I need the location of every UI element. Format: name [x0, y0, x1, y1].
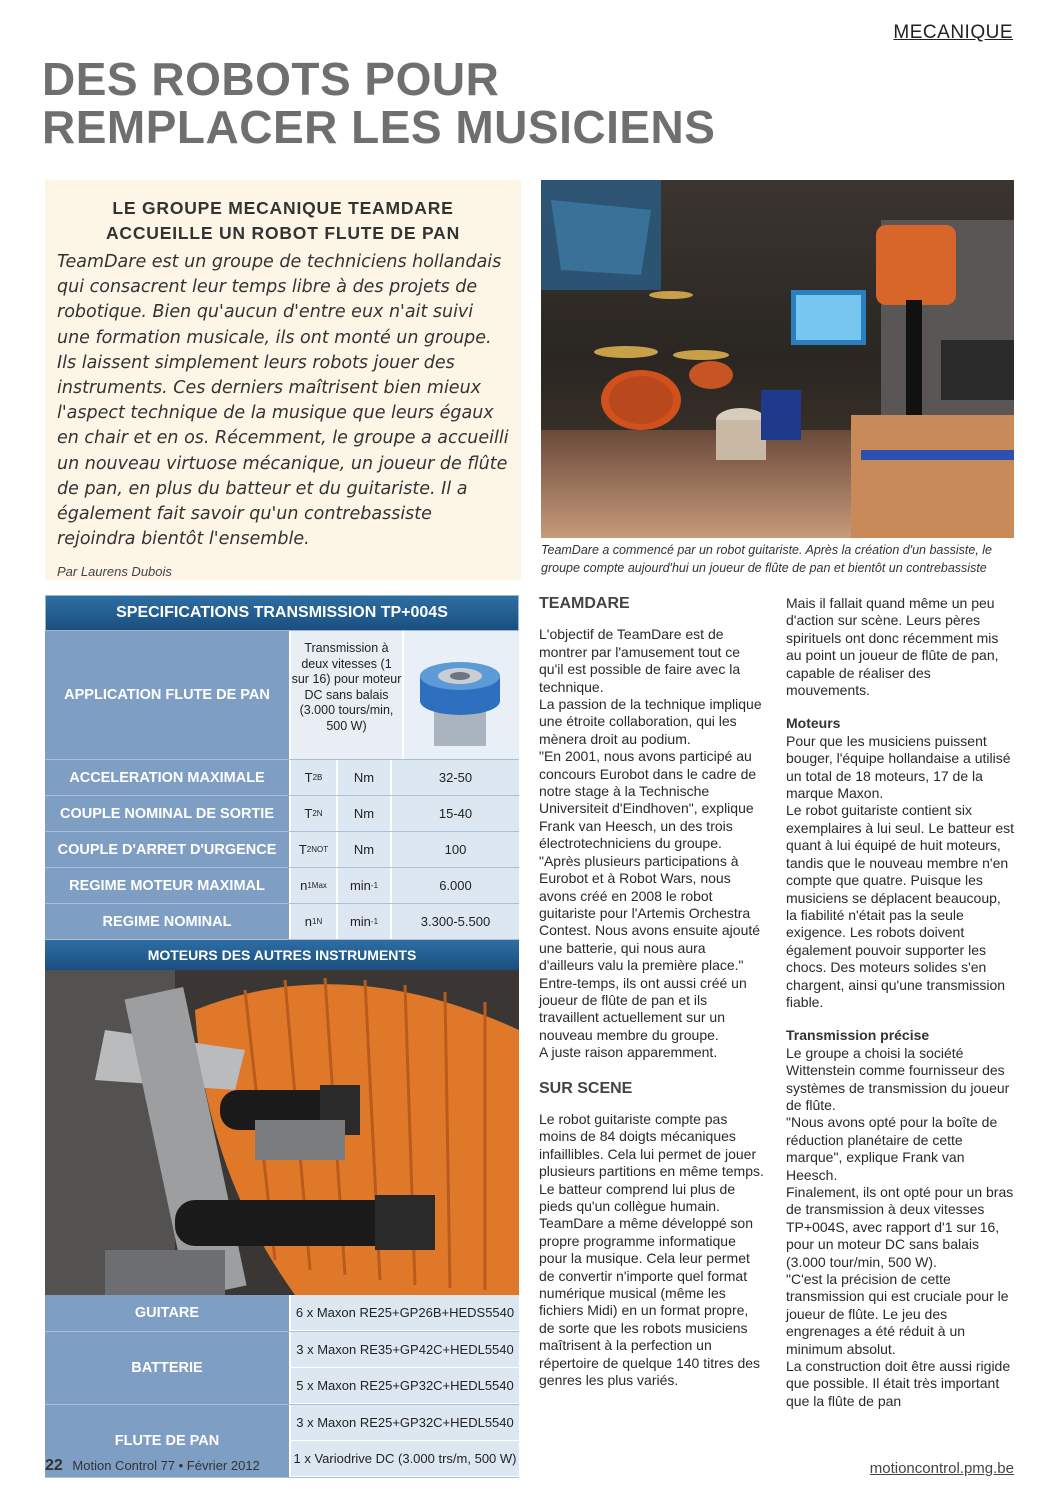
spec-row-symbol: [291, 760, 338, 795]
byline: Par Laurens Dubois: [57, 564, 172, 580]
spec-row-symbol: [291, 832, 338, 867]
unit-sup: -1: [370, 917, 379, 926]
instrument-values: [291, 1332, 519, 1404]
paragraph: Finalement, ils ont opté pour un bras de transmission à deux vitesses TP+004S, avec rapport d'1 sur 16, pour un moteur DC sans balais (3.000 tour/min, 500 W).: [786, 1184, 1014, 1270]
stage-photo: [541, 180, 1014, 538]
symbol-sub: 2N: [312, 809, 323, 818]
unit-sup: -1: [370, 881, 379, 890]
instrument-values: [291, 1405, 519, 1477]
paragraph: "Nous avons opté pour la boîte de réduction planétaire de cette marque", explique Frank van Heesch.: [786, 1114, 998, 1183]
spec-row-unit: [338, 760, 392, 795]
instrument-row: [45, 1295, 519, 1332]
spec-application-label: APPLICATION FLUTE DE PAN: [45, 631, 291, 759]
footer-info: [45, 1457, 260, 1475]
gearbox-image: [404, 631, 519, 759]
intro-text: TeamDare est un groupe de techniciens hollandais qui consacrent leur temps libre à des projets de robotique. Bien qu'aucun d'entre eux n'ait suivi une formation musicale, ils ont monté un groupe. Ils laissent simplement leurs robots jouer des instruments. Ces derniers maîtrisent bien mieux l'aspect technique de la musique que leurs égaux en chair et en os. Récemment, le groupe a accueilli un nouveau virtuose mécanique, un joueur de flûte de pan, en plus du batteur et du guitariste. Il a également fait savoir qu'un contrebassiste rejoindra bientôt l'ensemble.: [57, 252, 509, 550]
spec-row-symbol: [291, 868, 338, 903]
spec-row-label: COUPLE D'ARRET D'URGENCE: [45, 832, 291, 867]
symbol: T: [298, 842, 307, 857]
spec-row-label: ACCELERATION MAXIMALE: [45, 760, 291, 795]
article-column-1: [539, 595, 764, 1389]
paragraph: A juste raison apparemment.: [539, 1044, 718, 1061]
instrument-label: GUITARE: [45, 1295, 291, 1331]
spec-row-value: 6.000: [392, 868, 519, 903]
page-number: 22: [45, 1457, 63, 1474]
spec-row: [45, 796, 519, 832]
unit: min: [349, 914, 371, 929]
spec-row-unit: [338, 796, 392, 831]
symbol-sub: 2B: [312, 773, 323, 782]
paragraph: Mais il fallait quand même un peu d'action sur scène. Leurs pères spirituels ont donc récemment mis au point un joueur de flûte de pan, capable de réaliser des mouvements.: [786, 595, 999, 699]
page-title: DES ROBOTS POUR REMPLACER LES MUSICIENS: [42, 53, 716, 153]
paragraph: Le robot guitariste contient six exemplaires à lui seul. Le batteur est quant à lui équipé de huit moteurs, tandis que le nouveau membre n'en compte que quatre. Puisque les musiciens se déplacent beaucoup, la fiabilité n'était pas la seule exigence. Les robots doivent également pouvoir supporter les chocs. Des moteurs solides s'en chargent, ainsi qu'une transmission fiable.: [786, 802, 1015, 1010]
symbol-sub: 1N: [312, 917, 323, 926]
paragraph: Le groupe a choisi la société Wittenstein comme fournisseur des systèmes de transmission du joueur de flûte.: [786, 1044, 1010, 1113]
motors-title: MOTEURS DES AUTRES INSTRUMENTS: [45, 940, 519, 970]
instrument-value: 5 x Maxon RE25+GP32C+HEDL5540: [291, 1368, 519, 1404]
instrument-row: [45, 1332, 519, 1405]
spec-row-value: 100: [392, 832, 519, 867]
paragraph: La passion de la technique implique une étroite collaboration, qui les mènera droit au podium.: [539, 696, 762, 747]
paragraph: La construction doit être aussi rigide que possible. Il était très important que la flûte de pan: [786, 1358, 1011, 1409]
symbol: T: [304, 806, 313, 821]
spec-row-label: REGIME NOMINAL: [45, 904, 291, 939]
motor-photo: [45, 970, 519, 1295]
article-column-2: [786, 595, 1014, 1410]
paragraph: "C'est la précision de cette transmission qui est cruciale pour le joueur de flûte. Le jeu des engrenages a été réduit à un minimum absolut.: [786, 1271, 1009, 1357]
spec-application-desc: Transmission à deux vitesses (1 sur 16) pour moteur DC sans balais (3.000 tours/min, 500 W): [291, 631, 404, 759]
spec-row-unit: [338, 904, 392, 939]
paragraph: TeamDare a même développé son propre programme informatique pour la musique. Cela leur permet de convertir n'importe quel format numérique musical (même les fichiers Midi) en un format propre, de sorte que les robots musiciens maîtrisent à la perfection un répertoire de quelque 140 titres des genres les plus variés.: [539, 1215, 761, 1389]
instrument-values: [291, 1295, 519, 1331]
spec-row: [45, 832, 519, 868]
website-link[interactable]: motioncontrol.pmg.be: [869, 1460, 1014, 1477]
paragraph: "Après plusieurs participations à Eurobot et à Robot Wars, nous avons créé en 2008 le robot guitariste pour l'Artemis Orchestra Contest. Nous avons ensuite ajouté une batterie, qui nous aura d'ailleurs valu la première place." Entre-temps, ils ont aussi créé un joueur de flûte de pan et ils travaillent actuellement sur un nouveau membre du groupe.: [539, 852, 761, 1043]
spec-table: [45, 595, 519, 1478]
paragraph: Pour que les musiciens puissent bouger, l'équipe hollandaise a utilisé un total de 18 moteurs, 17 de la marque Maxon.: [786, 732, 1011, 802]
intro-subtitle: LE GROUPE MECANIQUE TEAMDARE ACCUEILLE UN ROBOT FLUTE DE PAN: [105, 198, 461, 243]
instrument-label: FLUTE DE PAN: [45, 1405, 291, 1477]
issue-info: Motion Control 77 • Février 2012: [72, 1458, 260, 1473]
spec-row-label: COUPLE NOMINAL DE SORTIE: [45, 796, 291, 831]
instrument-value: 3 x Maxon RE25+GP32C+HEDL5540: [291, 1405, 519, 1441]
spec-title: SPECIFICATIONS TRANSMISSION TP+004S: [45, 595, 519, 631]
instrument-label: BATTERIE: [45, 1332, 291, 1404]
paragraph: Le robot guitariste compte pas moins de 84 doigts mécaniques infaillibles. Cela lui permet de jouer plusieurs partitions en même temps. Le batteur comprend lui plus de pieds qu'un collègue humain.: [539, 1110, 764, 1214]
spec-row: [45, 904, 519, 940]
spec-row-value: 15-40: [392, 796, 519, 831]
spec-application-row: [45, 631, 519, 760]
heading-moteurs: Moteurs: [786, 715, 841, 732]
symbol: n: [300, 878, 308, 893]
spec-row-unit: [338, 832, 392, 867]
instrument-value: 6 x Maxon RE25+GP26B+HEDS5540: [291, 1295, 519, 1331]
paragraph: "En 2001, nous avons participé au concours Eurobot dans le cadre de notre stage à la Technische Universiteit d'Eindhoven", explique Frank van Heesch, un des trois électrotechniciens du groupe.: [539, 748, 757, 852]
instrument-value: 3 x Maxon RE35+GP42C+HEDL5540: [291, 1332, 519, 1368]
spec-row-symbol: [291, 796, 338, 831]
spec-row-value: 3.300-5.500: [392, 904, 519, 939]
spec-row-unit: [338, 868, 392, 903]
unit: min: [349, 878, 371, 893]
unit: Nm: [353, 770, 375, 785]
paragraph: L'objectif de TeamDare est de montrer par l'amusement tout ce qu'il est possible de faire avec la technique.: [539, 626, 741, 695]
intro-box: [45, 180, 521, 580]
spec-row: [45, 760, 519, 796]
instrument-value: 1 x Variodrive DC (3.000 trs/m, 500 W): [291, 1441, 519, 1477]
unit: Nm: [353, 842, 375, 857]
symbol: n: [304, 914, 312, 929]
heading-teamdare: TEAMDARE: [539, 595, 630, 612]
symbol: T: [304, 770, 313, 785]
unit: Nm: [353, 806, 375, 821]
section-tag: MECANIQUE: [893, 22, 1013, 43]
symbol-sub: 2NOT: [306, 845, 329, 854]
spec-row-label: REGIME MOTEUR MAXIMAL: [45, 868, 291, 903]
heading-transmission: Transmission précise: [786, 1027, 930, 1044]
spec-row-value: 32-50: [392, 760, 519, 795]
heading-sur-scene: SUR SCENE: [539, 1079, 633, 1097]
spec-row: [45, 868, 519, 904]
symbol-sub: 1Max: [307, 881, 327, 890]
spec-row-symbol: [291, 904, 338, 939]
photo-caption: TeamDare a commencé par un robot guitariste. Après la création d'un bassiste, le groupe compte aujourd'hui un joueur de flûte de pan et bientôt un contrebassiste: [541, 543, 993, 575]
